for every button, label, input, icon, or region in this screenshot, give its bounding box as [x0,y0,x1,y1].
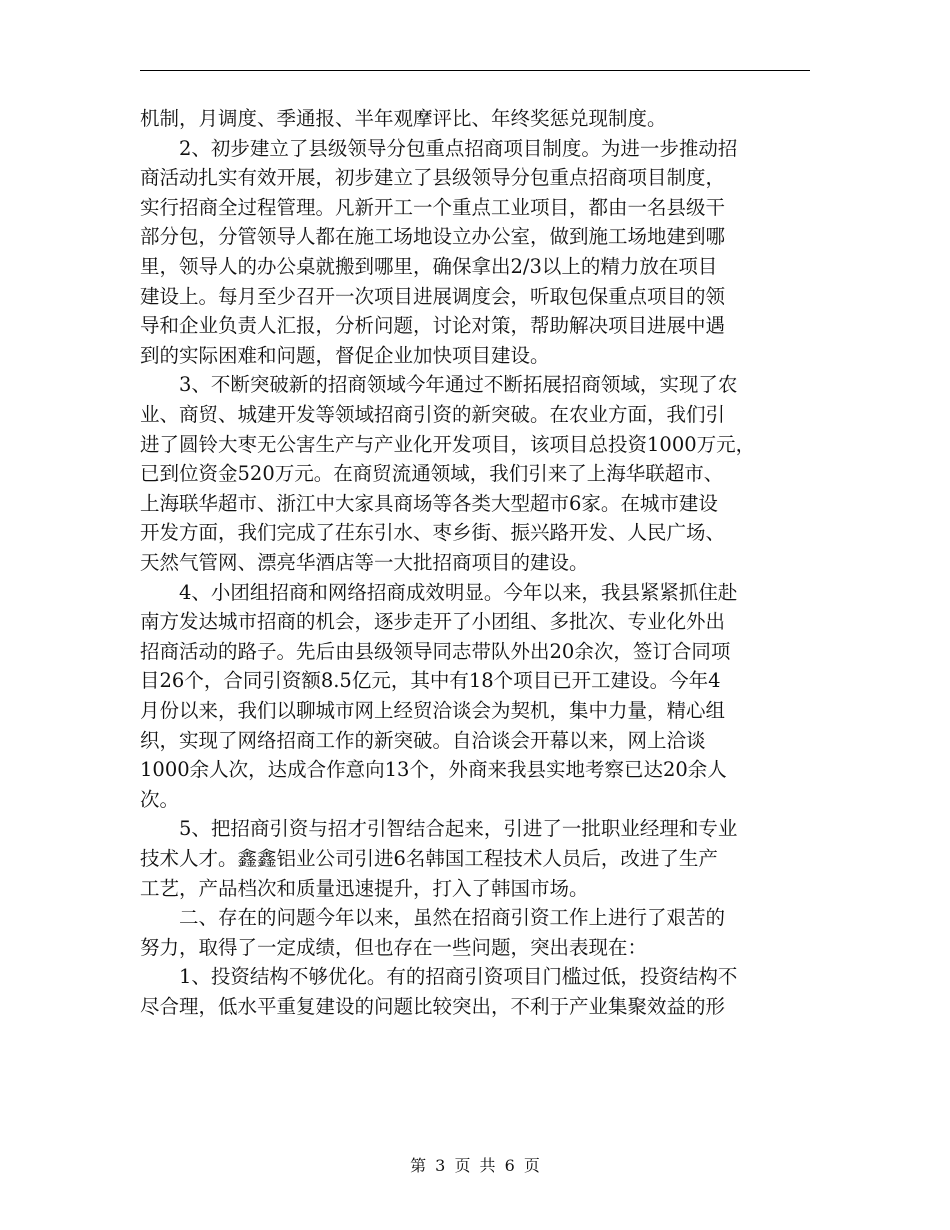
text-line: 1000余人次，达成合作意向13个，外商来我县实地考察已达20余人 [140,758,727,782]
text-line: 努力，取得了一定成绩，但也存在一些问题，突出表现在： [140,935,648,959]
text-line: 次。 [140,787,180,811]
text-line: 实行招商全过程管理。凡新开工一个重点工业项目，都由一名县级干 [140,195,726,219]
text-line: 天然气管网、漂亮华酒店等一大批招商项目的建设。 [140,551,589,574]
text-line: 招商活动的路子。先后由县级领导同志带队外出20余次，签订合同项 [140,639,731,663]
text-line: 已到位资金520万元。在商贸流通领域，我们引来了上海华联超市、 [140,462,724,486]
text-line: 上海联华超市、浙江中大家具商场等各类大型超市6家。在城市建设 [140,491,718,515]
text-line: 业、商贸、城建开发等领域招商引资的新突破。在农业方面，我们引 [140,403,726,426]
text-line: 5、把招商引资与招才引智结合起来，引进了一批职业经理和专业 [140,817,738,841]
text-line: 里，领导人的办公桌就搬到哪里，确保拿出2/3以上的精力放在项目 [140,255,718,278]
text-line: 进了圆铃大枣无公害生产与产业化开发项目，该项目总投资1000万元， [140,432,756,456]
text-line: 商活动扎实有效开展，初步建立了县级领导分包重点招商项目制度， [140,166,726,190]
text-line: 导和企业负责人汇报，分析问题，讨论对策，帮助解决项目进展中遇 [140,314,726,338]
header-rule [140,70,810,71]
text-line: 开发方面，我们完成了茌东引水、枣乡街、振兴路开发、人民广场、 [140,521,726,545]
text-line: 机制，月调度、季通报、半年观摩评比、年终奖惩兑现制度。 [140,107,667,130]
page-footer: 第 3 页 共 6 页 [410,1156,540,1175]
text-line: 技术人才。鑫鑫铝业公司引进6名韩国工程技术人员后，改进了生产 [140,847,718,870]
text-line: 二、存在的问题今年以来，虽然在招商引资工作上进行了艰苦的 [140,906,726,930]
text-line: 织，实现了网络招商工作的新突破。自洽谈会开幕以来，网上洽谈 [140,728,706,752]
text-line: 4、小团组招商和网络招商成效明显。今年以来，我县紧紧抓住赴 [140,580,738,604]
text-line: 3、不断突破新的招商领域今年通过不断拓展招商领域，实现了农 [140,373,738,397]
text-line: 目26个，合同引资额8.5亿元，其中有18个项目已开工建设。今年4 [140,669,721,693]
text-line: 南方发达城市招商的机会，逐步走开了小团组、多批次、专业化外出 [140,610,726,634]
text-line: 月份以来，我们以聊城市网上经贸洽谈会为契机，集中力量，精心组 [140,699,726,722]
text-line: 到的实际困难和问题，督促企业加快项目建设。 [140,343,550,367]
text-line: 工艺，产品档次和质量迅速提升，打入了韩国市场。 [140,876,589,900]
text-line: 建设上。每月至少召开一次项目进展调度会，听取包保重点项目的领 [140,284,726,308]
text-line: 2、初步建立了县级领导分包重点招商项目制度。为进一步推动招 [140,136,738,160]
text-line: 尽合理，低水平重复建设的问题比较突出，不利于产业集聚效益的形 [140,995,726,1018]
text-line: 部分包，分管领导人都在施工场地设立办公室，做到施工场地建到哪 [140,225,726,249]
text-line: 1、投资结构不够优化。有的招商引资项目门槛过低，投资结构不 [140,965,738,989]
